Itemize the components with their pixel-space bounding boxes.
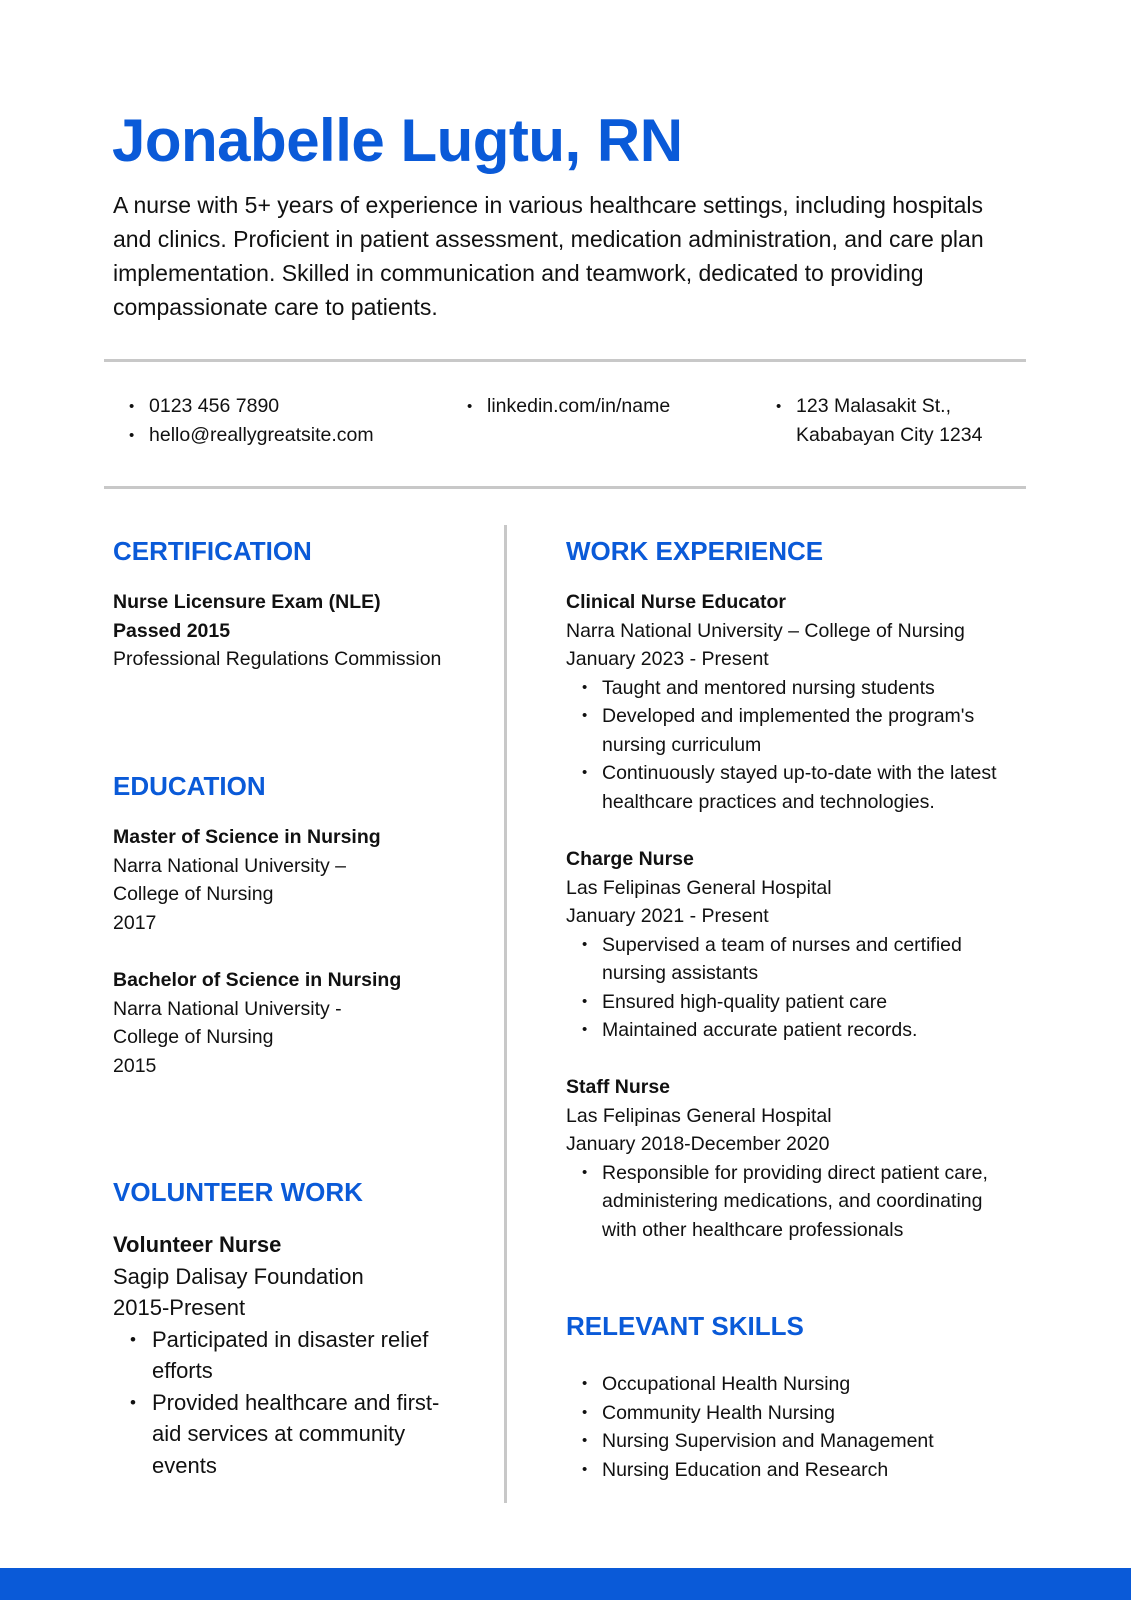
education-year: 2015 (113, 1054, 157, 1077)
education-heading: EDUCATION (113, 771, 266, 801)
skills-entry (566, 1370, 934, 1484)
contact-email: • hello@reallygreatsite.com (113, 421, 374, 450)
work-experience-heading: WORK EXPERIENCE (566, 536, 824, 566)
job-org: Las Felipinas General Hospital (566, 876, 832, 899)
contact-address-line1: • 123 Malasakit St., (760, 392, 982, 421)
education-school: Narra National University - (113, 997, 342, 1020)
job-dates: January 2018-December 2020 (566, 1133, 830, 1155)
volunteer-org: Sagip Dalisay Foundation (113, 1263, 364, 1289)
list-item: • Developed and implemented the program's nursing curriculum (566, 702, 997, 759)
skills-heading: RELEVANT SKILLS (566, 1311, 804, 1341)
list-item: • Maintained accurate patient records. (566, 1016, 962, 1045)
job-role: Staff Nurse (566, 1076, 671, 1098)
job-role: Charge Nurse (566, 848, 694, 870)
volunteer-entry (113, 1229, 439, 1481)
list-item: • Occupational Health Nursing (566, 1370, 934, 1399)
contact-divider (104, 486, 1026, 489)
job-role: Clinical Nurse Educator (566, 591, 786, 613)
list-item: • Participated in disaster relief efforts (113, 1324, 439, 1387)
job-bullets (566, 1159, 988, 1245)
education-school: Narra National University – (113, 854, 347, 877)
summary-paragraph: A nurse with 5+ years of experience in various healthcare settings, including hospitals and clinics. Proficient in patient assessment, medication administration, and care plan implementation. Skilled in communication and teamwork, dedicated to providing compassionate care to patients. (113, 192, 984, 320)
contact-linkedin: • linkedin.com/in/name (451, 392, 670, 421)
resume-name: Jonabelle Lugtu, RN (112, 107, 683, 174)
job-bullets (566, 931, 962, 1045)
education-entry (113, 823, 381, 937)
certification-entry (113, 588, 441, 674)
job-dates: January 2023 - Present (566, 648, 769, 670)
certification-status: Passed 2015 (113, 619, 231, 642)
certification-name: Nurse Licensure Exam (NLE) (113, 591, 381, 613)
skills-list (566, 1370, 934, 1484)
education-degree: Master of Science in Nursing (113, 826, 381, 848)
job-dates: January 2021 - Present (566, 905, 769, 927)
volunteer-heading: VOLUNTEER WORK (113, 1177, 363, 1207)
list-item: • Nursing Supervision and Management (566, 1427, 934, 1456)
footer-accent-bar (0, 1568, 1131, 1600)
education-degree: Bachelor of Science in Nursing (113, 969, 402, 991)
list-item: • Community Health Nursing (566, 1399, 934, 1428)
volunteer-bullets (113, 1324, 439, 1482)
contact-list-middle (451, 392, 670, 421)
list-item: • Supervised a team of nurses and certified nursing assistants (566, 931, 962, 988)
list-item: • Provided healthcare and first- aid services at community events (113, 1387, 439, 1482)
list-item: • Responsible for providing direct patient care, administering medications, and coordinating with other healthcare professionals (566, 1159, 988, 1245)
contact-list-left (113, 392, 374, 450)
certification-issuer: Professional Regulations Commission (113, 648, 442, 670)
contact-phone: • 0123 456 7890 (113, 392, 374, 421)
top-divider (104, 359, 1026, 362)
contact-address-line2: Kababayan City 1234 (796, 424, 983, 446)
job-org: Las Felipinas General Hospital (566, 1104, 832, 1127)
list-item: • Continuously stayed up-to-date with the latest healthcare practices and technologies. (566, 759, 997, 816)
job-entry (566, 845, 962, 1045)
education-school-line2: College of Nursing (113, 1026, 274, 1048)
volunteer-dates: 2015-Present (113, 1295, 246, 1320)
job-bullets (566, 674, 997, 817)
volunteer-role: Volunteer Nurse (113, 1232, 282, 1257)
education-entry (113, 966, 401, 1080)
education-year: 2017 (113, 911, 157, 934)
job-entry (566, 1073, 988, 1244)
education-school-line2: College of Nursing (113, 883, 274, 905)
list-item: • Ensured high-quality patient care (566, 988, 962, 1017)
list-item: • Taught and mentored nursing students (566, 674, 997, 703)
job-org: Narra National University – College of Nursing (566, 619, 965, 642)
certification-heading: CERTIFICATION (113, 536, 312, 566)
list-item: • Nursing Education and Research (566, 1456, 934, 1485)
contact-list-right (760, 392, 982, 450)
job-entry (566, 588, 997, 816)
column-divider (504, 525, 507, 1503)
